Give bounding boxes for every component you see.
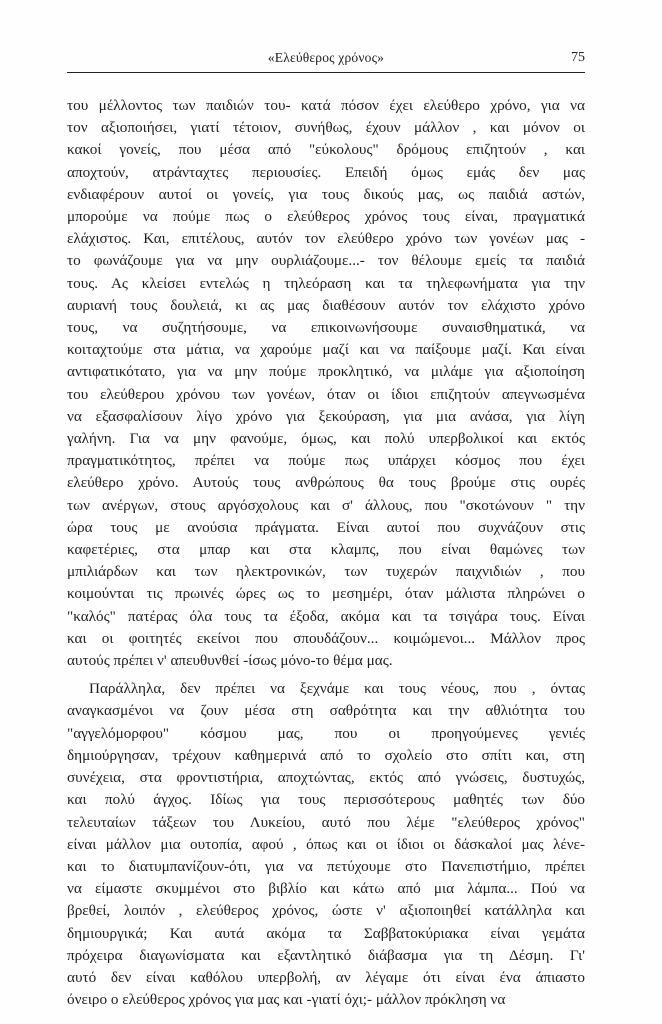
text-line: να είμαστε σκυμμένοι στο βιβλίο και κάτω από μια λάμπα... Πού να xyxy=(67,880,585,898)
text-line: δημιούργησαν, τρέχουν καθημερινά από το σχολείο στο σπίτι και, στη xyxy=(67,746,585,764)
text-line: καφετέριες, στα μπαρ και στα κλαμπς, που είναι θαμώνες των xyxy=(67,541,585,559)
text-line: τον αξιοποιήσει, γιατί τέτοιον, συνήθως, έχουν μάλλον , και μόνον οι xyxy=(67,119,585,137)
text-line: κοιταχτούμε στα μάτια, να χαρούμε μαζί και να παίξουμε μαζί. Και είναι xyxy=(67,341,585,359)
text-line: πραγματικότητος, πρέπει να πούμε πως υπάρχει κόσμος που έχει xyxy=(67,452,585,470)
text-line: μπορούμε να πούμε πως ο ελεύθερος χρόνος τους είναι, πραγματικά xyxy=(67,208,585,226)
text-line: αναγκασμένοι να ζουν μέσα στη σαθρότητα και την αθλιότητα του xyxy=(67,702,585,720)
text-line: συνέχεια, στα φροντιστήρια, αποχτώντας, εκτός από γνώσεις, δυστυχώς, xyxy=(67,769,585,787)
text-line: ενδιαφέρουν αυτοί οι γονείς, για τους δικούς μας, ως παιδιά αστών, xyxy=(67,185,585,203)
paragraph-1 xyxy=(67,95,585,672)
text-line: το φωνάζουμε για να μην ουρλιάζουμε...- τον θέλουμε εμείς τα παιδιά xyxy=(67,252,585,270)
text-line: κοιμούνται τις πρωινές ώρες ως το μεσημέρι, όταν μάλιστα πληρώνει ο xyxy=(67,585,585,603)
text-line: του μέλλοντος των παιδιών του- κατά πόσον έχει ελεύθερο χρόνο, για να xyxy=(67,97,585,114)
text-line: των ανέργων, στους αργόσχολους και σ' άλλους, που "σκοτώνουν " την xyxy=(67,496,585,514)
header-rule xyxy=(67,72,585,73)
text-line: ώρα τους με ανούσια πράγματα. Είναι αυτοί που συχνάζουν στις xyxy=(67,518,585,536)
text-line: "καλός" πατέρας όλα τους τα έξοδα, ακόμα και τα τσιγάρα τους. Είναι xyxy=(67,607,585,625)
paragraph-2 xyxy=(67,678,585,1011)
text-line: αυριανή τους δουλειά, κι ας μας διαθέσουν αυτόν τον ελάχιστο χρόνο xyxy=(67,296,585,314)
text-line: Παράλληλα, δεν πρέπει να ξεχνάμε και τους νέους, που , όντας xyxy=(89,680,585,698)
body-text xyxy=(67,95,585,1011)
text-line: αυτό δεν είναι καθόλου υπερβολή, αν λέγαμε ότι είναι ένα άπιαστο xyxy=(67,968,585,986)
text-line: αποχτούν, ατράνταχτες περιουσίες. Επειδή όμως εμάς δεν μας xyxy=(67,163,585,181)
text-line: του ελεύθερου χρόνου των γονέων, όταν οι ίδιοι επιζητούν απεγνωσμένα xyxy=(67,385,585,403)
page-number: 75 xyxy=(571,50,585,65)
text-line: είναι μάλλον μια ουτοπία, αφού , όπως και οι ίδιοι οι δάσκαλοί μας λένε- xyxy=(67,835,585,853)
text-line: ελάχιστος. Και, επιτέλους, αυτόν τον ελεύθερο χρόνο των γονέων μας - xyxy=(67,230,585,248)
text-line: πρόχειρα διαγωνίσματα και εξαντλητικό διάβασμα για τη Δέσμη. Γι' xyxy=(67,946,585,964)
text-line: όνειρο ο ελεύθερος χρόνος για μας και -γιατί όχι;- μάλλον πρόκληση να xyxy=(67,991,506,1009)
text-line: ελεύθερο χρόνο. Αυτούς τους ανθρώπους θα τους βρούμε στις ουρές xyxy=(67,474,585,492)
running-header-title: «Ελεύθερος χρόνος» xyxy=(267,50,385,65)
text-line: βρεθεί, λοιπόν , ελεύθερος χρόνος, ώστε ν' αξιοποιηθεί κατάλληλα και xyxy=(67,902,585,920)
running-header xyxy=(67,50,585,72)
text-line: τους. Ας κλείσει εντελώς η τηλεόραση και τα τηλεφωνήματα για την xyxy=(67,274,585,292)
text-line: μπιλιάρδων και των ηλεκτρονικών, των τυχερών παιχνιδιών , που xyxy=(67,563,585,581)
text-line: τους, να συζητήσουμε, να επικοινωνήσουμε συναισθηματικά, να xyxy=(67,319,585,337)
text-line: και το διατυμπανίζουν-ότι, για να πετύχουμε στο Πανεπιστήμιο, πρέπει xyxy=(67,857,585,875)
text-line: να εξασφαλίσουν λίγο χρόνο για ξεκούραση, για μια ανάσα, για λίγη xyxy=(67,407,585,425)
text-line: αυτούς πρέπει ν' απευθυνθεί -ίσως μόνο-το θέμα μας. xyxy=(67,652,393,670)
text-line: αντιφατικότατο, για να μην πούμε προκλητικό, να μιλάμε για αξιοποίηση xyxy=(67,363,585,381)
text-line: και πολύ άγχος. Ιδίως για τους περισσότερους μαθητές των δύο xyxy=(67,791,585,809)
text-line: "αγγελόμορφου" κόσμου μας, που οι προηγούμενες γενιές xyxy=(67,724,585,742)
text-line: και οι φοιτητές εκείνοι που σπουδάζουν... κοιμώμενοι... Μάλλον προς xyxy=(67,629,585,647)
text-line: κακοί γονείς, που μέσα από "εύκολους" δρόμους επιζητούν , και xyxy=(67,141,585,159)
text-line: τελευταίων τάξεων του Λυκείου, αυτό που λέμε "ελεύθερος χρόνος" xyxy=(67,813,585,831)
text-line: γαλήνη. Για να μην φανούμε, όμως, και πολύ υπερβολικοί και εκτός xyxy=(67,430,585,448)
text-line: δημιουργικά; Και αυτά ακόμα τα Σαββατοκύριακα είναι γεμάτα xyxy=(67,924,585,942)
